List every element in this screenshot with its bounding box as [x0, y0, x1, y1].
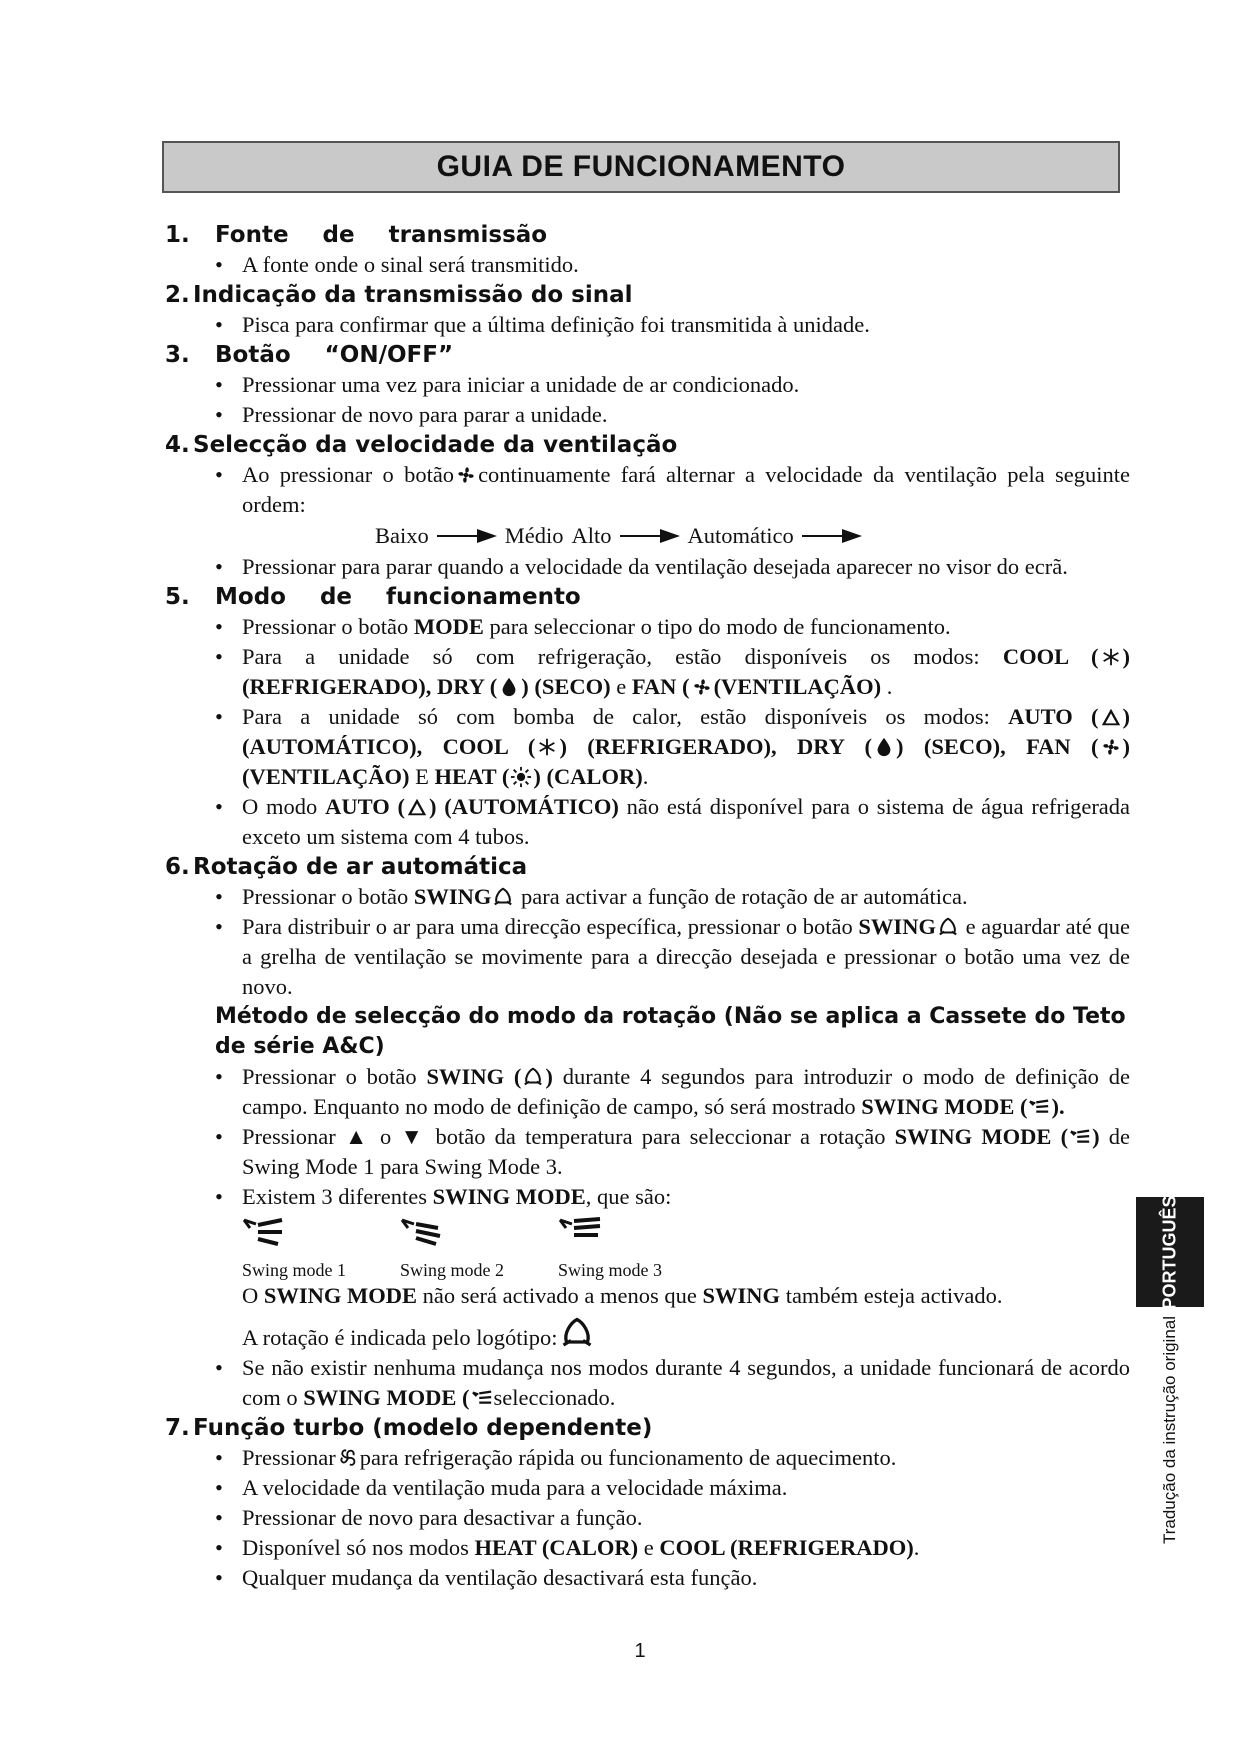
cool-icon	[1100, 646, 1122, 668]
section-5-list	[165, 612, 1130, 852]
dry-icon	[873, 736, 895, 758]
section-6-list-2	[165, 1062, 1130, 1212]
swing-vane-icon	[1069, 1126, 1091, 1148]
section-4-list-2	[165, 552, 1130, 582]
arrow-right-icon	[437, 528, 497, 544]
swing-method-subheading: Método de selecção do modo da rotação (Não se aplica a Cassete do Teto de série A&C)	[215, 1004, 1126, 1059]
list-item: • Pressionar ▲ o ▼ botão da temperatura para seleccionar a rotação SWING MODE ( ) de Swing Mode 1 para Swing Mode 3.	[165, 1122, 1130, 1182]
section-3-list	[165, 370, 1130, 430]
section-7-list	[165, 1443, 1130, 1593]
swing-vane-icon	[471, 1387, 493, 1409]
list-item: • Pressionar para refrigeração rápida ou funcionamento de aquecimento.	[165, 1443, 1130, 1473]
auto-icon	[406, 796, 428, 818]
section-6-heading: 6. Rotação de ar automática	[165, 854, 528, 880]
content	[165, 220, 1130, 1593]
up-triangle-icon: ▲	[335, 1124, 380, 1149]
speed-high: Alto	[571, 523, 612, 548]
list-item: • A fonte onde o sinal será transmitido.	[165, 250, 1130, 280]
heat-icon	[510, 766, 532, 788]
list-item: • Pressionar o botão SWING ( ) durante 4 segundos para introduzir o modo de definição de campo. Enquanto no modo de definição de campo, só será mostrado SWING MODE ( ).	[165, 1062, 1130, 1122]
list-item: • Pressionar para parar quando a velocidade da ventilação desejada aparecer no visor do ecrã.	[165, 552, 1130, 582]
swing-mode-1: Swing mode 1	[242, 1216, 400, 1281]
swing-icon	[522, 1066, 544, 1088]
arrow-right-icon	[620, 528, 680, 544]
swing-mode-1-icon	[242, 1216, 292, 1246]
section-7-heading: 7. Função turbo (modelo dependente)	[165, 1415, 653, 1441]
speed-low: Baixo	[375, 523, 429, 548]
section-6-list-3	[165, 1353, 1130, 1413]
auto-icon	[1100, 706, 1122, 728]
list-item: • Pressionar de novo para parar a unidade.	[165, 400, 1130, 430]
list-item: • Pisca para confirmar que a última definição foi transmitida à unidade.	[165, 310, 1130, 340]
section-4-heading: 4. Selecção da velocidade da ventilação	[165, 432, 678, 458]
section-2-heading: 2. Indicação da transmissão do sinal	[165, 282, 633, 308]
list-item: • Para a unidade só com bomba de calor, estão disponíveis os modos: AUTO ( ) (AUTOMÁTICO), COOL ( ) (REFRIGERADO), DRY ( ) (SECO), FAN ( ) (VENTILAÇÃO) E HEAT ( ) (CALOR).	[165, 702, 1130, 792]
list-item: • A velocidade da ventilação muda para a velocidade máxima.	[165, 1473, 1130, 1503]
list-item: • Para a unidade só com refrigeração, estão disponíveis os modos: COOL ( ) (REFRIGERADO), DRY ( ) (SECO) e FAN ( (VENTILAÇÃO) .	[165, 642, 1130, 702]
speed-medium: Médio	[504, 523, 564, 548]
swing-mode-3-icon	[558, 1216, 608, 1246]
swing-icon	[492, 886, 514, 908]
page-number: 1	[634, 1640, 646, 1662]
section-5-heading: 5. Modo de funcionamento	[165, 584, 581, 610]
list-item: • Ao pressionar o botão continuamente fará alternar a velocidade da ventilação pela seguinte ordem:	[165, 460, 1130, 520]
list-item: • Pressionar o botão SWING para activar a função de rotação de ar automática.	[165, 882, 1130, 912]
fan-icon	[455, 464, 477, 486]
list-item: • O modo AUTO ( ) (AUTOMÁTICO) não está disponível para o sistema de água refrigerada exceto um sistema com 4 tubos.	[165, 792, 1130, 852]
list-item: • Se não existir nenhuma mudança nos modos durante 4 segundos, a unidade funcionará de acordo com o SWING MODE ( seleccionado.	[165, 1353, 1130, 1413]
list-item: • Disponível só nos modos HEAT (CALOR) e COOL (REFRIGERADO).	[165, 1533, 1130, 1563]
section-4-list	[165, 460, 1130, 520]
swing-mode-3: Swing mode 3	[558, 1216, 716, 1281]
dry-icon	[498, 676, 520, 698]
down-triangle-icon: ▼	[391, 1124, 436, 1149]
swing-logo-note: A rotação é indicada pelo logótipo:	[165, 1315, 1130, 1353]
list-item: • Pressionar o botão MODE para seleccionar o tipo do modo de funcionamento.	[165, 612, 1130, 642]
fan-icon	[1100, 736, 1122, 758]
list-item: • Qualquer mudança da ventilação desactivará esta função.	[165, 1563, 1130, 1593]
section-6-list	[165, 882, 1130, 1002]
swing-icon	[937, 916, 959, 938]
arrow-right-icon	[802, 528, 862, 544]
swing-mode-2-icon	[400, 1216, 450, 1246]
list-item: • Pressionar de novo para desactivar a função.	[165, 1503, 1130, 1533]
section-2-list	[165, 310, 1130, 340]
swing-mode-2: Swing mode 2	[400, 1216, 558, 1281]
cool-icon	[536, 736, 558, 758]
section-3-heading: 3. Botão “ON/OFF”	[165, 342, 454, 368]
fan-speed-sequence	[165, 520, 1130, 552]
swing-vane-icon	[1028, 1096, 1050, 1118]
turbo-icon	[337, 1447, 359, 1469]
translation-note: Tradução da instrução original	[1160, 1315, 1179, 1545]
swing-icon	[559, 1315, 595, 1351]
swing-modes	[165, 1216, 1130, 1281]
language-tab: PORTUGUÊS	[1136, 1197, 1204, 1307]
list-item: • Para distribuir o ar para uma direcção específica, pressionar o botão SWING e aguardar até que a grelha de ventilação se movimente para a direcção desejada e pressionar o botão uma vez de novo.	[165, 912, 1130, 1002]
section-1-list	[165, 250, 1130, 280]
page-title: GUIA DE FUNCIONAMENTO	[162, 141, 1120, 193]
section-1-heading: 1. Fonte de transmissão	[165, 222, 548, 248]
list-item: • Pressionar uma vez para iniciar a unidade de ar condicionado.	[165, 370, 1130, 400]
fan-icon	[691, 676, 713, 698]
speed-auto: Automático	[687, 523, 794, 548]
swing-note: O SWING MODE não será activado a menos que SWING também esteja activado.	[242, 1283, 1003, 1308]
list-item: • Existem 3 diferentes SWING MODE, que são:	[165, 1182, 1130, 1212]
